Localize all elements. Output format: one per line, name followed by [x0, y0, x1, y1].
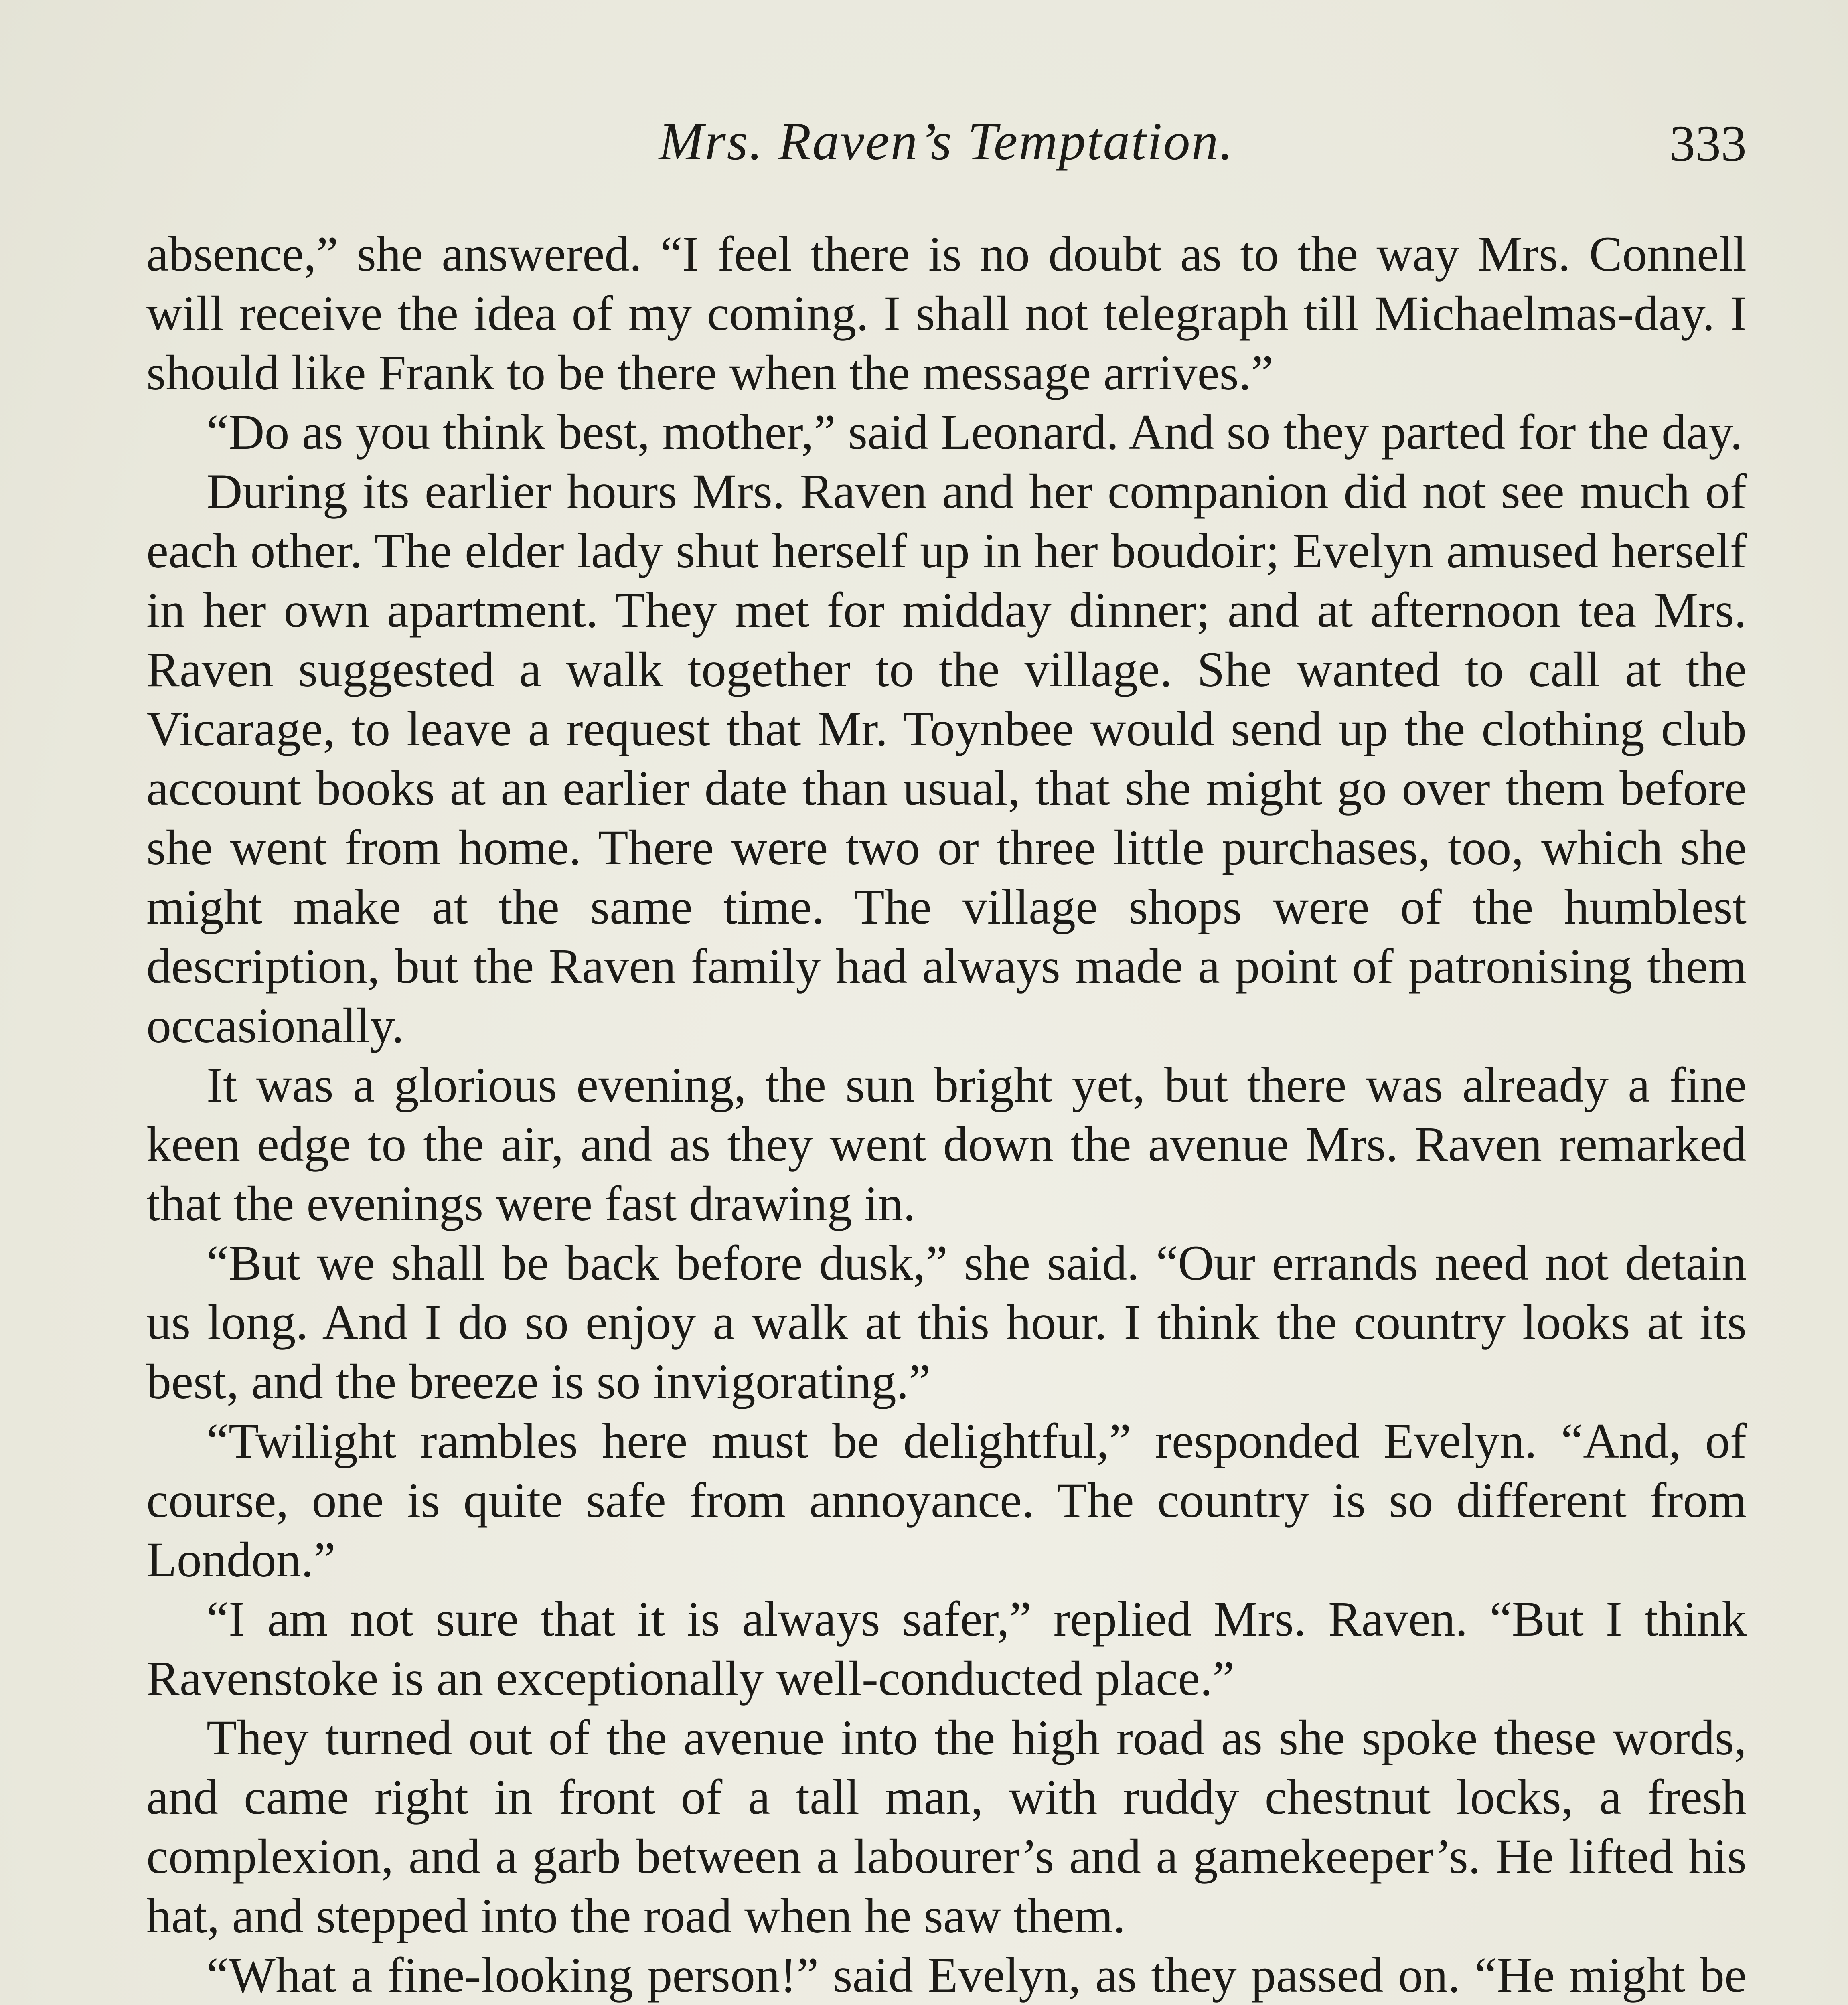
body-text	[146, 225, 1747, 2005]
paragraph: “I am not sure that it is always safer,” replied Mrs. Raven. “But I think Ravenstoke is an exceptionally well-conducted place.”	[146, 1592, 1747, 1706]
running-title: Mrs. Raven’s Temptation.	[659, 111, 1234, 171]
page-number: 333	[1670, 115, 1747, 172]
paragraph: “Twilight rambles here must be delightful,” responded Evelyn. “And, of course, one is quite safe from annoyance. The country is so different from London.”	[146, 1414, 1747, 1587]
paragraph: “Do as you think best, mother,” said Leonard. And so they parted for the day.	[207, 405, 1743, 460]
paragraph: It was a glorious evening, the sun bright yet, but there was already a fine keen edge to the air, and as they went down the avenue Mrs. Raven remarked that the evenings were fast drawing in.	[146, 1057, 1747, 1231]
page-header	[146, 102, 1747, 182]
paragraph: absence,” she answered. “I feel there is no doubt as to the way Mrs. Connell will receive the idea of my coming. I shall not telegraph till Michaelmas-day. I should like Frank to be there when the message arrives.”	[146, 227, 1747, 400]
paragraph: “But we shall be back before dusk,” she said. “Our errands need not detain us long. And I do so enjoy a walk at this hour. I think the country looks at its best, and the breeze is so invigorating.”	[146, 1235, 1747, 1409]
paragraph: “What a fine-looking person!” said Evelyn, as they passed on. “He might be	[207, 1948, 1747, 2003]
paragraph: They turned out of the avenue into the high road as she spoke these words, and came right in front of a tall man, with ruddy chestnut locks, a fresh complexion, and a garb between a labourer’s and a gamekeeper’s. He lifted his hat, and stepped into the road when he saw them.	[146, 1710, 1747, 1943]
paragraph: During its earlier hours Mrs. Raven and her companion did not see much of each other. The elder lady shut herself up in her boudoir; Evelyn amused herself in her own apartment. They met for midday dinner; and at afternoon tea Mrs. Raven suggested a walk together to the village. She wanted to call at the Vicarage, to leave a request that Mr. Toynbee would send up the clothing club account books at an earlier date than usual, that she might go over them before she went from home. There were two or three little purchases, too, which she might make at the same time. The village shops were of the humblest description, but the Raven family had always made a point of patronising them occasionally.	[146, 464, 1747, 1053]
